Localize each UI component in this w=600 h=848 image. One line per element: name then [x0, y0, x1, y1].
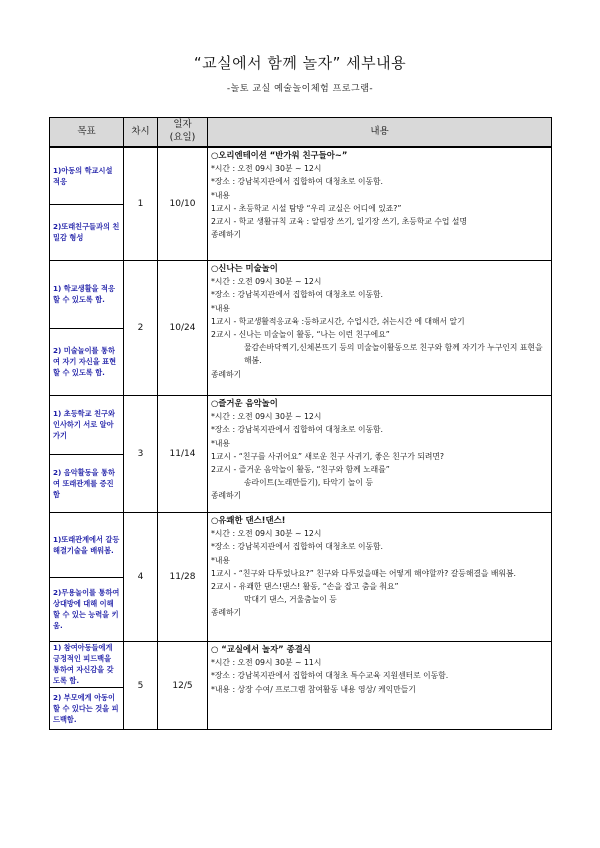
header-session: 차시 [124, 118, 158, 148]
content-line: *내용 [211, 438, 230, 448]
content-line: 1교시 - “친구를 사귀어요” 새로운 친구 사귀기, 좋은 친구가 되려면? [211, 451, 445, 461]
content-line: *시간 : 오전 09시 30분 ~ 12시 [211, 164, 322, 174]
content-line: 1교시 - “친구와 다투었나요?” 친구와 다투었을때는 어떻게 해야할까? 갈등해결을 배워봄. [211, 568, 516, 578]
content-line: *내용 [211, 555, 230, 565]
content-line: *내용 [211, 190, 230, 200]
table-row [50, 642, 552, 730]
content-cell [208, 261, 552, 396]
content-line: 2교시 - 학교 생활규칙 교육 : 알림장 쓰기, 일기장 쓰기, 초등학교 수업 설명 [211, 217, 467, 227]
goal-text: 2) 음악활동을 통하여 또래관계를 증진함 [50, 454, 123, 513]
content-line: 송라이트(노래만들기), 타악기 놀이 등 [244, 478, 373, 488]
goal-cell [50, 513, 124, 642]
session-number: 2 [124, 261, 158, 396]
content-cell [208, 147, 552, 261]
session-date: 12/5 [158, 642, 208, 730]
content-line: *장소 : 강남복지관에서 집합하여 대청초 특수교육 지원센터로 이동함. [211, 671, 449, 681]
content-cell [208, 396, 552, 513]
header-date [158, 118, 208, 148]
content-line: *시간 : 오전 09시 30분 ~ 12시 [211, 412, 322, 422]
content-line: *내용 : 상장 수여/ 프로그램 참여활동 내용 영상/ 케익만들기 [211, 684, 416, 694]
session-number: 5 [124, 642, 158, 730]
session-date: 11/28 [158, 513, 208, 642]
content-line: *시간 : 오전 09시 30분 ~ 12시 [211, 277, 322, 287]
content-line: *장소 : 강남복지관에서 집합하여 대청초로 이동함. [211, 177, 384, 187]
goal-cell [50, 396, 124, 513]
session-number: 3 [124, 396, 158, 513]
table-body [50, 147, 552, 730]
content-line: 2교시 - 신나는 미술놀이 활동, “나는 이런 친구에요” [211, 330, 390, 340]
content-line: 종례하기 [211, 608, 242, 618]
goal-text: 2)또래친구들과의 친밀감 형성 [50, 204, 123, 261]
content-line: *장소 : 강남복지관에서 집합하여 대청초로 이동함. [211, 542, 384, 552]
goal-text: 1) 초등학교 친구와 인사하기 서로 알아가기 [53, 409, 115, 441]
session-number: 4 [124, 513, 158, 642]
header-content: 내용 [208, 118, 552, 148]
header-date-line1: 일자 [173, 119, 192, 131]
content-line: 1교시 - 초등학교 시설 탐방 “우리 교실은 어디에 있죠?” [211, 203, 402, 213]
table-row [50, 396, 552, 513]
goal-text: 1) 학교생활을 적응할 수 있도록 함. [53, 284, 115, 305]
content-cell [208, 642, 552, 730]
table-row [50, 147, 552, 261]
content-line: 종례하기 [211, 491, 242, 501]
document-title: “교실에서 함께 놀자” 세부내용 [193, 54, 407, 72]
goal-text: 1)아동의 학교시설 적응 [53, 165, 113, 186]
goal-text: 1)또래관계에서 갈등해결기술을 배워봄. [53, 534, 120, 555]
table-row [50, 261, 552, 396]
goal-cell [50, 261, 124, 396]
document-subtitle: -놀토 교실 예술놀이체험 프로그램- [226, 84, 374, 94]
goal-text: 1) 참여아동들에게 긍정적인 피드백을 통하여 자신감을 갖도록 함. [53, 643, 114, 686]
content-cell [208, 513, 552, 642]
content-line: 2교시 - 유쾌한 댄스!댄스! 활동, “손을 잡고 춤을 춰요” [211, 582, 399, 592]
session-heading: ○ “교실에서 놀자” 종결식 [211, 644, 311, 654]
goal-cell [50, 147, 124, 261]
content-line: 1교시 - 학교생활적응교육 :등하교시간, 수업시간, 쉬는시간 에 대해서 알기 [211, 316, 465, 326]
content-line: *시간 : 오전 09시 30분 ~ 11시 [211, 658, 322, 668]
session-date: 11/14 [158, 396, 208, 513]
content-line: 종례하기 [211, 230, 242, 240]
session-heading: ○유쾌한 댄스!댄스! [211, 515, 286, 525]
goal-cell [50, 642, 124, 730]
session-heading: ○신나는 미술놀이 [211, 263, 278, 273]
program-schedule-table [49, 117, 552, 730]
goal-text: 2) 미술놀이를 통하여 자기 자신을 표현할 수 있도록 함. [50, 328, 123, 396]
goal-text: 2) 부모에게 아동이 할 수 있다는 것을 피드백함. [50, 687, 123, 729]
content-line: 막대기 댄스, 거울춤놀이 등 [244, 595, 337, 605]
session-date: 10/24 [158, 261, 208, 396]
content-line: 물감손바닥찍기,신체본뜨기 등의 미술놀이활동으로 친구와 함께 자기가 누구인지 표현을 해봄. [244, 343, 543, 366]
content-line: *장소 : 강남복지관에서 집합하여 대청초로 이동함. [211, 425, 384, 435]
session-heading: ○즐거운 음악놀이 [211, 398, 278, 408]
content-line: *시간 : 오전 09시 30분 ~ 12시 [211, 529, 322, 539]
table-row [50, 513, 552, 642]
session-heading: ○오리엔테이션 “반가워 친구들아~” [211, 150, 348, 160]
content-line: 2교시 - 즐거운 음악놀이 활동, “친구와 함께 노래를” [211, 465, 390, 475]
goal-text: 2)무용놀이를 통하여 상대방에 대해 이해할 수 있는 능력을 키움. [50, 577, 123, 642]
content-line: *장소 : 강남복지관에서 집합하여 대청초로 이동함. [211, 290, 384, 300]
header-date-line2: (요일) [169, 132, 196, 143]
table-header-row [50, 118, 552, 148]
session-date: 10/10 [158, 147, 208, 261]
session-number: 1 [124, 147, 158, 261]
header-goal: 목표 [50, 118, 124, 148]
content-line: *내용 [211, 303, 230, 313]
content-line: 종례하기 [211, 369, 242, 379]
